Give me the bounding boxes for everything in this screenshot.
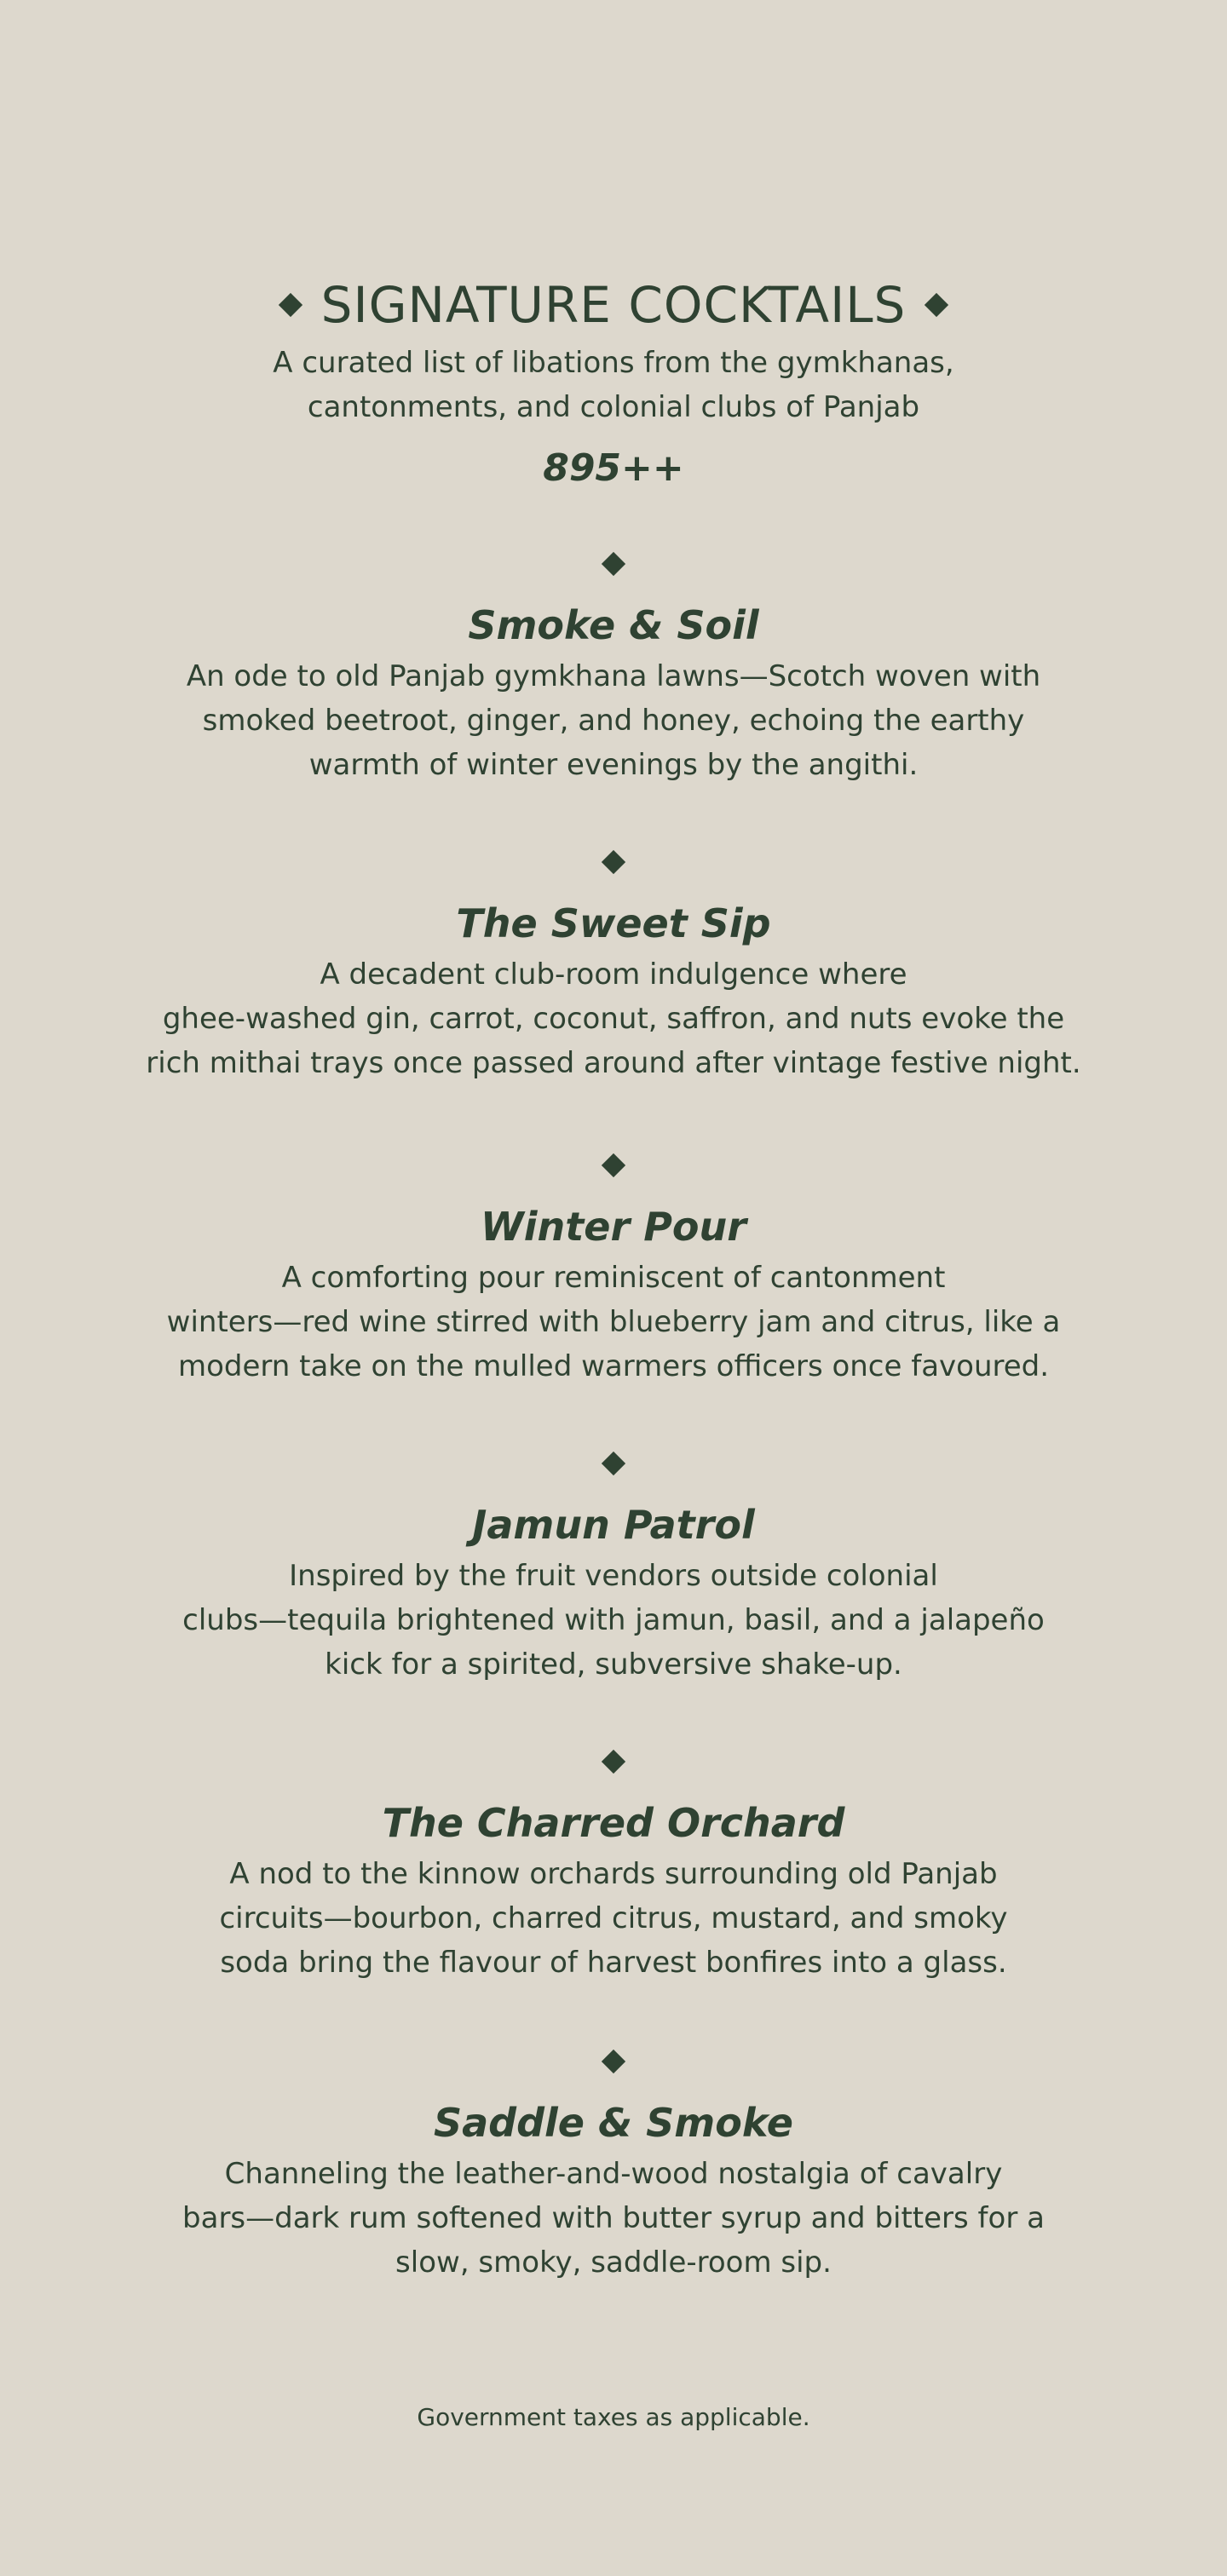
menu-item [102,845,1125,1085]
description-line: An ode to old Panjab gymkhana lawns—Scotch woven with [186,659,1041,693]
item-description [102,1256,1125,1389]
diamond-right-icon [925,293,948,317]
item-description [102,1554,1125,1687]
item-name: Saddle & Smoke [434,2100,793,2146]
item-name: Winter Pour [481,1204,746,1250]
diamond-left-icon [278,293,302,317]
menu-item [102,2044,1125,2285]
menu-item [102,1148,1125,1389]
description-line: Inspired by the fruit vendors outside colonial [289,1559,938,1593]
description-line: ghee-washed gin, carrot, coconut, saffron, and nuts evoke the [162,1002,1065,1036]
diamond-separator-icon [602,1153,625,1177]
description-line: smoked beetroot, ginger, and honey, echoing the earthy [202,704,1025,738]
menu-header [0,271,1227,492]
description-line: rich mithai trays once passed around after vintage festive night. [146,1046,1081,1080]
description-line: Channeling the leather-and-wood nostalgia of cavalry [224,2157,1003,2191]
description-line: circuits—bourbon, charred citrus, mustard, and smoky [219,1901,1008,1935]
title-row [0,271,1227,339]
diamond-separator-icon [602,850,625,874]
description-line: slow, smoky, saddle-room sip. [395,2245,832,2280]
description-line: warmth of winter evenings by the angithi. [308,748,919,782]
item-name: Smoke & Soil [468,602,759,648]
item-description [102,1852,1125,1985]
description-line: A comforting pour reminiscent of cantonment [281,1261,946,1295]
diamond-separator-icon [602,1750,625,1774]
menu-item [102,1446,1125,1687]
diamond-separator-icon [602,2050,625,2073]
subtitle-line: cantonments, and colonial clubs of Panjab [307,390,920,424]
page-title: SIGNATURE COCKTAILS [320,276,907,334]
menu-item [102,1745,1125,1985]
description-line: bars—dark rum softened with butter syrup and bitters for a [182,2201,1045,2235]
item-name: The Sweet Sip [456,900,771,946]
description-line: A nod to the kinnow orchards surrounding old Panjab [229,1857,998,1891]
diamond-separator-icon [602,552,625,576]
item-description [102,654,1125,787]
description-line: soda bring the flavour of harvest bonfires into a glass. [220,1946,1007,1980]
item-name: The Charred Orchard [382,1800,845,1846]
diamond-separator-icon [602,1452,625,1475]
tax-note: Government taxes as applicable. [417,2403,810,2431]
item-description [102,952,1125,1085]
menu-subtitle [187,341,1040,429]
menu-price: 895++ [543,446,684,490]
item-name: Jamun Patrol [472,1502,755,1548]
description-line: winters—red wine stirred with blueberry jam and citrus, like a [166,1305,1061,1339]
subtitle-line: A curated list of libations from the gymkhanas, [273,346,954,380]
description-line: clubs—tequila brightened with jamun, basil, and a jalapeño [182,1603,1045,1637]
menu-item [102,547,1125,787]
description-line: A decadent club-room indulgence where [320,957,907,992]
description-line: modern take on the mulled warmers officers once favoured. [177,1349,1050,1383]
item-description [102,2152,1125,2285]
description-line: kick for a spirited, subversive shake-up. [325,1647,902,1682]
